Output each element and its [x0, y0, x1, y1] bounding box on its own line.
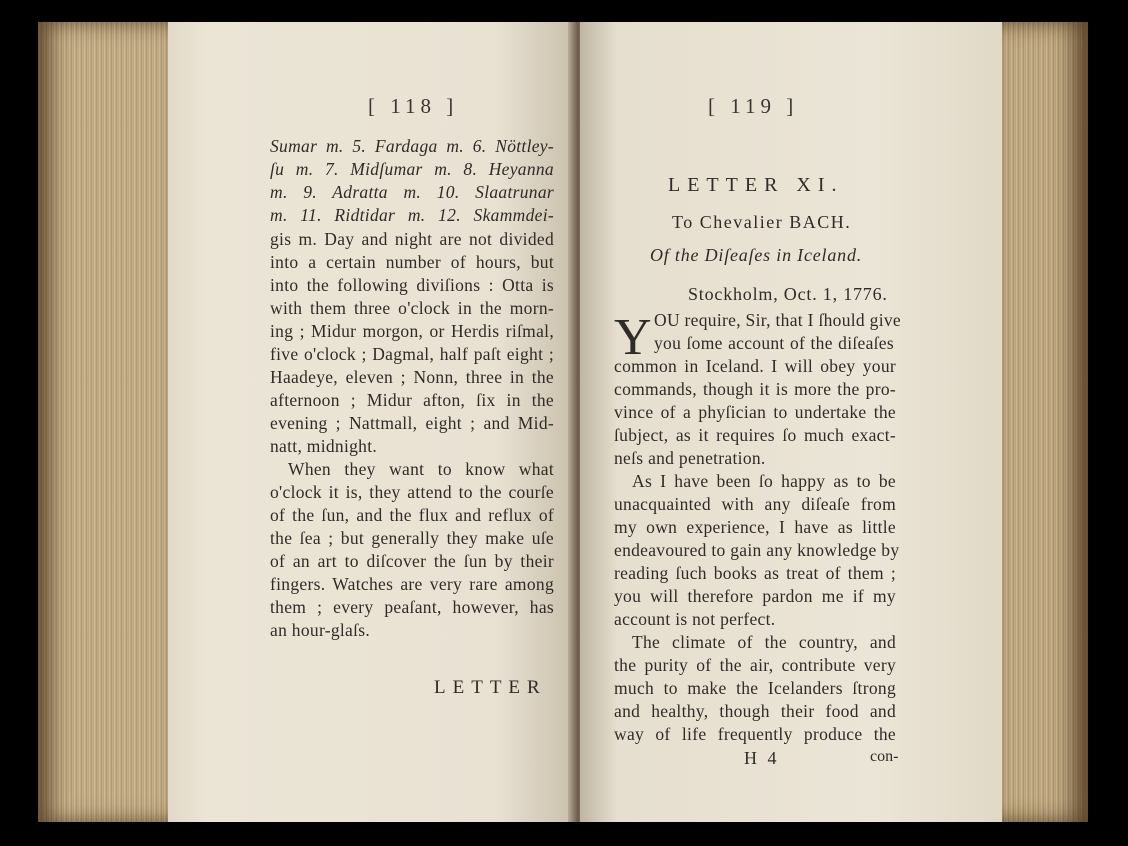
page-edges-right	[1000, 22, 1088, 822]
left-line-9: ing ; Midur morgon, or Herdis riſmal,	[270, 321, 554, 341]
signature-mark: H 4	[744, 748, 780, 768]
page-edges-left	[38, 22, 170, 822]
right-line-4: commands, though it is more the pro-	[614, 379, 896, 399]
left-page-number: [ 118 ]	[368, 94, 459, 118]
left-page	[168, 22, 576, 822]
left-line-8: with them three o'clock in the morn-	[270, 298, 554, 318]
right-line-3: common in Iceland. I will obey your	[614, 356, 896, 376]
left-line-14: natt, midnight.	[270, 436, 378, 456]
left-line-15: When they want to know what	[288, 459, 554, 479]
left-line-22: an hour-glaſs.	[270, 620, 371, 640]
right-page	[580, 22, 1002, 822]
left-line-7: into the following diviſions : Otta is	[270, 275, 554, 295]
right-line-14: account is not perfect.	[614, 609, 776, 629]
left-line-13: evening ; Nattmall, eight ; and Mid-	[270, 413, 554, 433]
letter-subject: Of the Diſeaſes in Iceland.	[650, 245, 863, 265]
left-line-2: ſu m. 7. Midſumar m. 8. Heyanna	[270, 159, 554, 179]
right-catchword: con-	[870, 748, 899, 765]
left-line-17: of the ſun, and the flux and reflux of	[270, 505, 554, 525]
right-line-16: the purity of the air, contribute very	[614, 655, 896, 675]
left-line-3: m. 9. Adratta m. 10. Slaatrunar	[270, 182, 554, 202]
right-line-7: neſs and penetration.	[614, 448, 766, 468]
left-line-19: of an art to diſcover the ſun by their	[270, 551, 554, 571]
left-line-11: Haadeye, eleven ; Nonn, three in the	[270, 367, 554, 387]
left-line-1: Sumar m. 5. Fardaga m. 6. Nöttley-	[270, 136, 554, 156]
right-line-2: you ſome account of the diſeaſes	[654, 333, 894, 353]
right-line-18: and healthy, though their food and	[614, 701, 896, 721]
left-line-5: gis m. Day and night are not divided	[270, 229, 554, 249]
right-line-13: you will therefore pardon me if my	[614, 586, 896, 606]
letter-recipient: To Chevalier BACH.	[672, 212, 852, 232]
letter-dateline: Stockholm, Oct. 1, 1776.	[688, 284, 888, 304]
right-line-8: As I have been ſo happy as to be	[632, 471, 896, 491]
right-line-10: my own experience, I have as little	[614, 517, 896, 537]
left-line-18: the ſea ; but generally they make uſe	[270, 528, 554, 548]
right-line-9: unacquainted with any diſeaſe from	[614, 494, 896, 514]
left-catchword: LETTER	[434, 677, 547, 698]
left-line-21: them ; every peaſant, however, has	[270, 597, 554, 617]
left-line-20: fingers. Watches are very rare among	[270, 574, 554, 594]
letter-title: LETTER XI.	[668, 174, 844, 196]
left-line-4: m. 11. Ridtidar m. 12. Skammdei-	[270, 205, 554, 225]
left-line-6: into a certain number of hours, but	[270, 252, 554, 272]
right-line-5: vince of a phyſician to undertake the	[614, 402, 896, 422]
left-line-12: afternoon ; Midur afton, ſix in the	[270, 390, 554, 410]
right-line-19: way of life frequently produce the	[614, 724, 896, 744]
right-line-15: The climate of the country, and	[632, 632, 896, 652]
left-line-16: o'clock it is, they attend to the courſe	[270, 482, 554, 502]
right-line-1: OU require, Sir, that I ſhould give	[654, 310, 901, 330]
right-page-number: [ 119 ]	[708, 94, 799, 118]
right-line-6: ſubject, as it requires ſo much exact-	[614, 425, 896, 445]
right-line-17: much to make the Icelanders ſtrong	[614, 678, 896, 698]
right-line-12: reading ſuch books as treat of them ;	[614, 563, 896, 583]
drop-cap: Y	[614, 309, 652, 366]
left-line-10: five o'clock ; Dagmal, half paſt eight ;	[270, 344, 554, 364]
right-line-11: endeavoured to gain any knowledge by	[614, 540, 900, 560]
